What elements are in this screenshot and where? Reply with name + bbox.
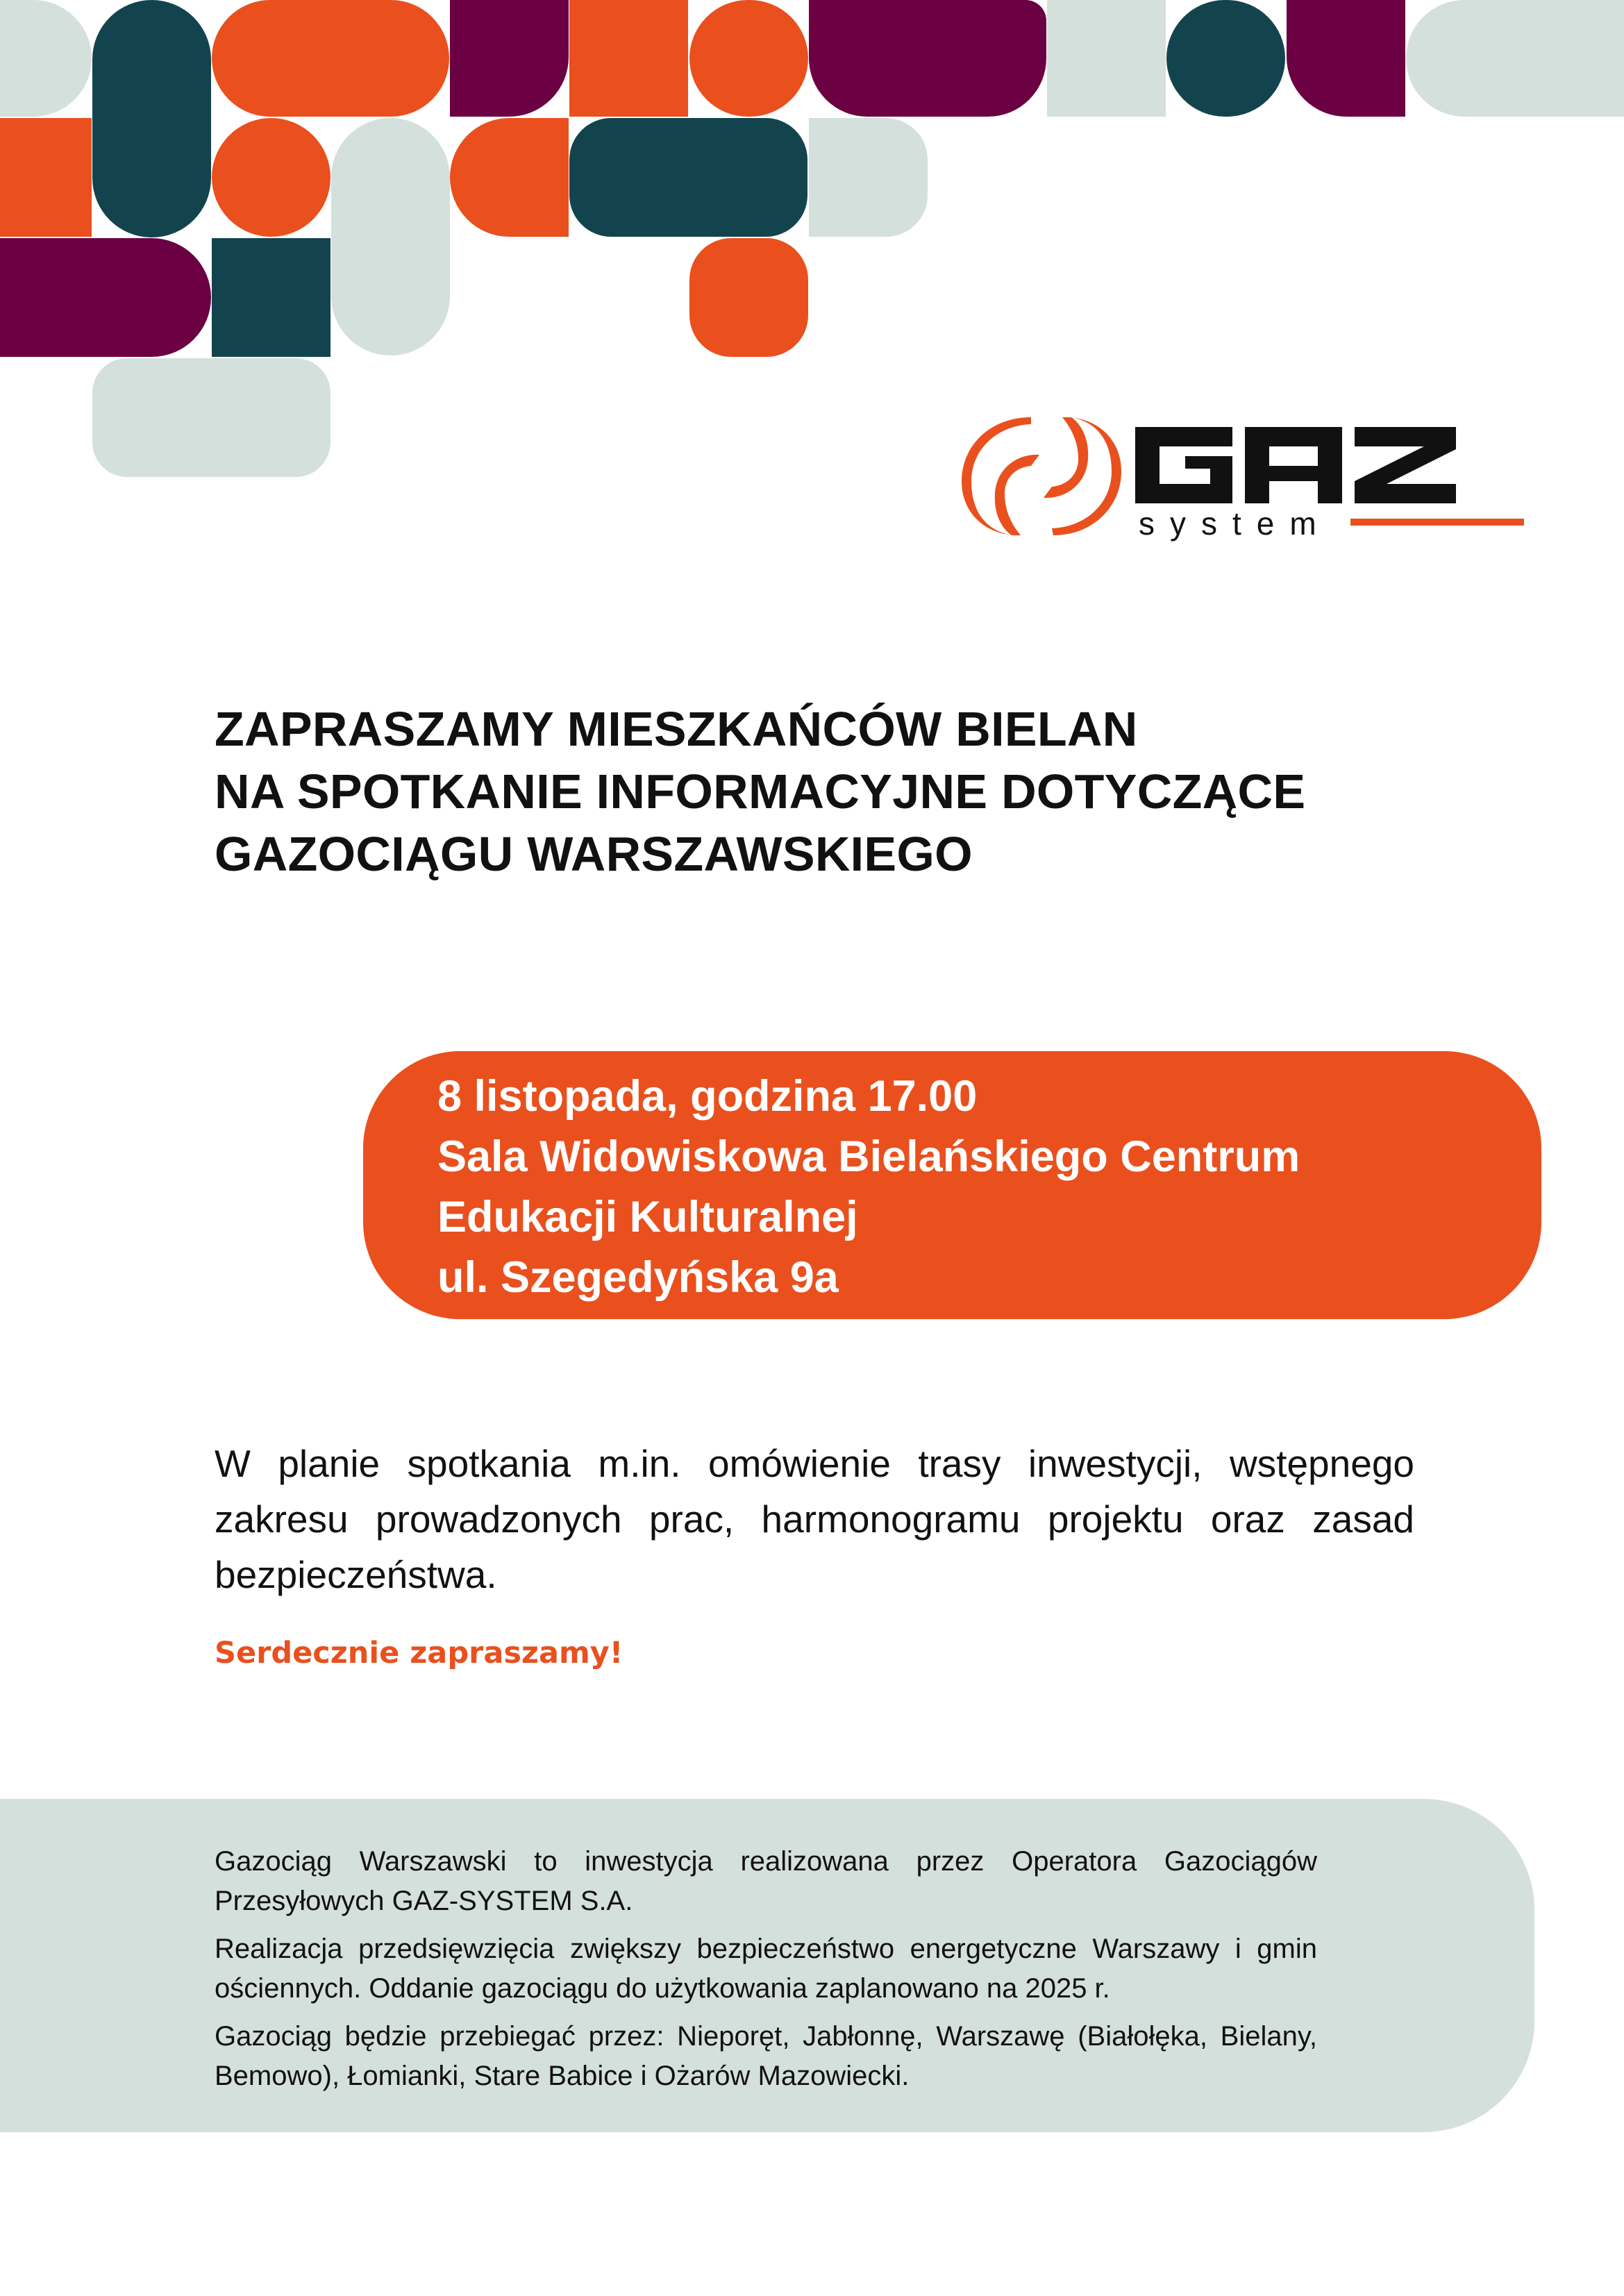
pattern-tile xyxy=(450,0,569,117)
intro-paragraph: W planie spotkania m.in. omówienie trasy inwestycji, wstępnego zakresu prowadzonych prac, harmonogramu projektu oraz zasad bezpieczeństwa. xyxy=(215,1442,1414,1596)
pattern-tile xyxy=(689,0,808,117)
event-venue-line2: Edukacji Kulturalnej xyxy=(437,1193,858,1241)
logo-subword: system xyxy=(1139,505,1332,542)
pattern-tile xyxy=(809,0,1046,117)
info-paragraph: Gazociąg będzie przebiegać przez: Nieporęt, Jabłonnę, Warszawę (Białołęka, Bielany, Bemowo), Łomianki, Stare Babice i Ożarów Mazowiecki. xyxy=(215,2021,1317,2091)
event-venue-line1: Sala Widowiskowa Bielańskiego Centrum xyxy=(437,1132,1300,1181)
pattern-tile xyxy=(1406,0,1624,117)
headline-line: NA SPOTKANIE INFORMACYJNE DOTYCZĄCE xyxy=(215,764,1306,819)
logo-underline xyxy=(1350,519,1524,526)
pattern-tile xyxy=(809,118,928,237)
headline-line: GAZOCIĄGU WARSZAWSKIEGO xyxy=(215,827,973,881)
event-address: ul. Szegedyńska 9a xyxy=(437,1253,839,1302)
headline-line: ZAPRASZAMY MIESZKAŃCÓW BIELAN xyxy=(215,702,1138,756)
pattern-tile xyxy=(212,118,330,237)
pattern-tile xyxy=(0,238,211,357)
pattern-tile xyxy=(569,0,688,117)
pattern-tile xyxy=(1166,0,1285,117)
info-paragraph: Realizacja przedsięwzięcia zwiększy bezpieczeństwo energetyczne Warszawy i gmin ościennych. Oddanie gazociągu do użytkowania zaplanowano na 2025 r. xyxy=(215,1934,1317,2004)
pattern-tile xyxy=(212,238,330,357)
pattern-tile xyxy=(92,358,330,477)
closing-line: Serdecznie zapraszamy! xyxy=(215,1636,623,1670)
info-paragraph: Gazociąg Warszawski to inwestycja realizowana przez Operatora Gazociągów Przesyłowych GAZ-SYSTEM S.A. xyxy=(215,1846,1317,1916)
swirl-icon xyxy=(962,417,1121,535)
event-date-time: 8 listopada, godzina 17.00 xyxy=(437,1072,978,1121)
pattern-tile xyxy=(92,0,211,237)
pattern-tile xyxy=(450,118,569,237)
pattern-tile xyxy=(569,118,807,237)
pattern-tile xyxy=(1287,0,1405,117)
headline xyxy=(215,698,1305,885)
event-details-box xyxy=(363,1051,1541,1319)
info-panel xyxy=(0,1799,1534,2132)
pattern-tile xyxy=(212,0,449,117)
pattern-tile xyxy=(0,0,92,117)
gaz-system-logo xyxy=(962,406,1531,545)
gaz-wordmark xyxy=(1135,427,1456,503)
pattern-tile xyxy=(1047,0,1166,117)
pattern-tile xyxy=(331,118,450,355)
pattern-tile xyxy=(0,118,92,237)
pattern-tile xyxy=(689,238,808,357)
